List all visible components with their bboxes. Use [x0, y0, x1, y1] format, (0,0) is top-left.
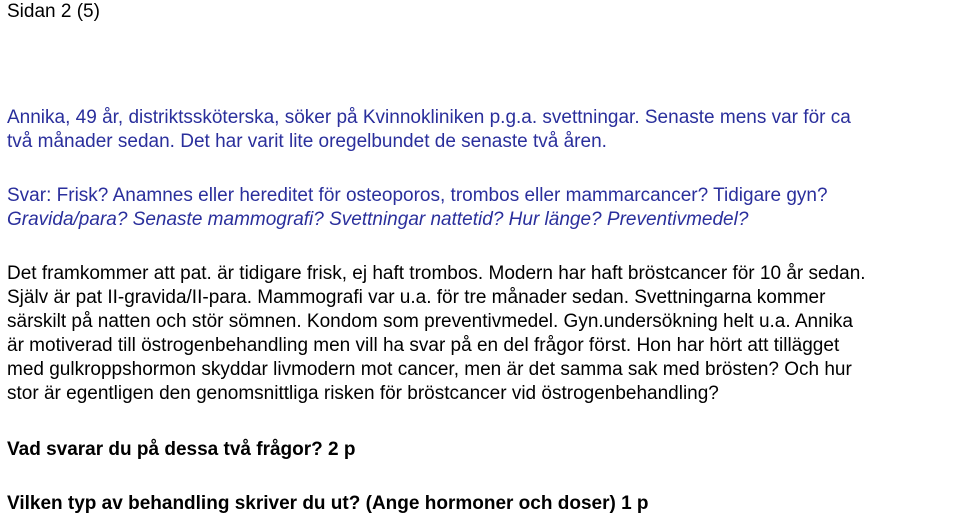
case-line: Annika, 49 år, distriktssköterska, söker på Kvinnokliniken p.g.a. svettningar. Senaste mens var för ca — [7, 107, 851, 128]
findings-line: Själv är pat II-gravida/II-para. Mammografi var u.a. för tre månader sedan. Svettningarna kommer — [7, 287, 826, 308]
question-2: Vilken typ av behandling skriver du ut? (Ange hormoner och doser) 1 p — [7, 493, 649, 514]
answer-label: Svar: — [7, 185, 52, 206]
findings-line: med gulkroppshormon skyddar livmodern mot cancer, men är det samma sak med brösten? Och hur — [7, 359, 852, 380]
findings-line: Det framkommer att pat. är tidigare frisk, ej haft trombos. Modern har haft bröstcancer för 10 år sedan. — [7, 263, 866, 284]
answer-line — [7, 184, 828, 208]
findings-line: är motiverad till östrogenbehandling men vill ha svar på en del frågor först. Hon har hört att tillägget — [7, 335, 840, 356]
answer-line: Gravida/para? Senaste mammografi? Svettningar nattetid? Hur länge? Preventivmedel? — [7, 209, 749, 230]
case-line: två månader sedan. Det har varit lite oregelbundet de senaste två åren. — [7, 131, 607, 152]
findings-line: särskilt på natten och stör sömnen. Kondom som preventivmedel. Gyn.undersökning helt u.a. Annika — [7, 311, 853, 332]
findings-line: stor är egentligen den genomsnittliga risken för bröstcancer vid östrogenbehandling? — [7, 383, 719, 404]
answer-text: Frisk? Anamnes eller hereditet för osteoporos, trombos eller mammarcancer? Tidigare gyn? — [51, 185, 828, 206]
question-1: Vad svarar du på dessa två frågor? 2 p — [7, 439, 356, 460]
page-header: Sidan 2 (5) — [7, 1, 100, 22]
